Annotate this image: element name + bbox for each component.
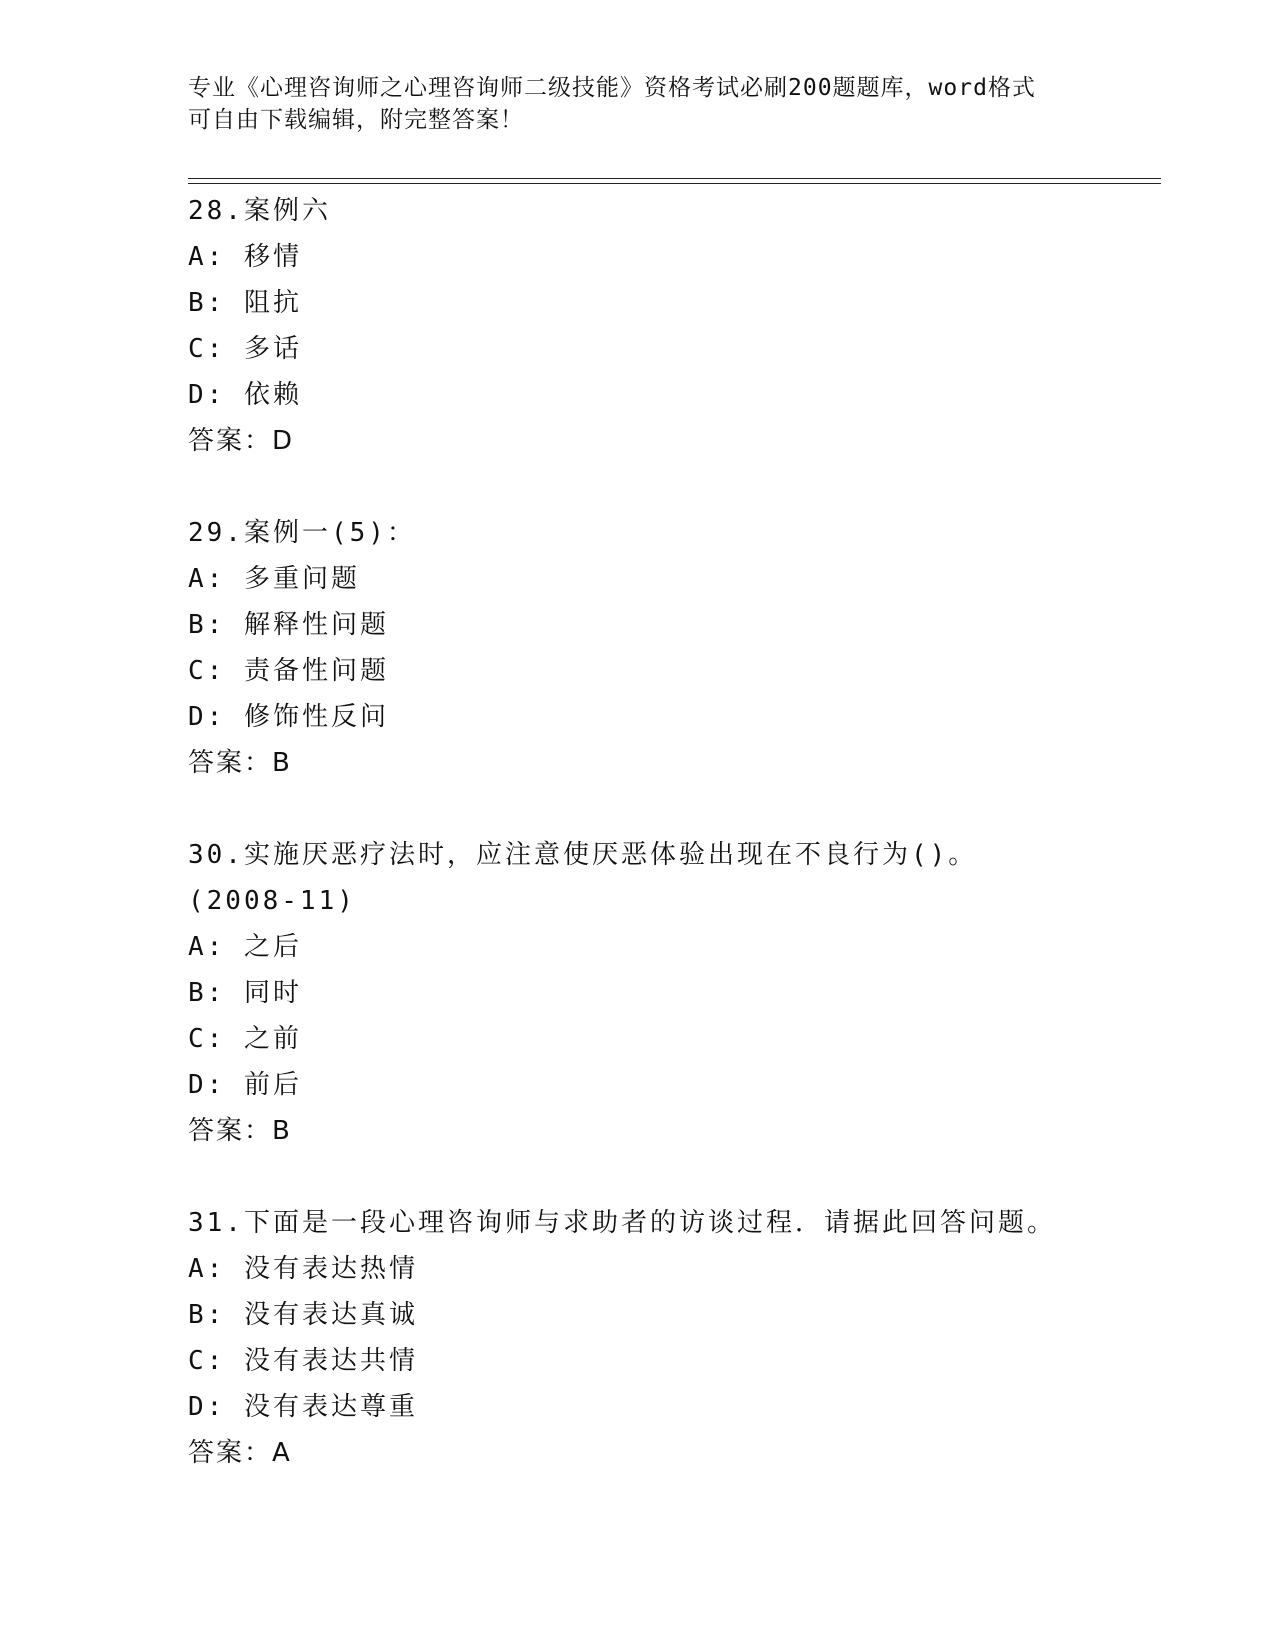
question-spacer <box>188 1154 1088 1200</box>
option-a: A: 之后 <box>188 932 302 962</box>
document-header <box>188 72 1068 136</box>
question-spacer <box>188 786 1088 832</box>
option-d: D: 依赖 <box>188 380 302 410</box>
option-c: C: 多话 <box>188 334 302 364</box>
answer: 答案：D <box>188 426 295 456</box>
answer: 答案：B <box>188 748 292 778</box>
option-b: B: 没有表达真诚 <box>188 1300 418 1330</box>
option-c: C: 之前 <box>188 1024 302 1054</box>
question-stem: 31.下面是一段心理咨询师与求助者的访谈过程．请据此回答问题。 <box>188 1208 1056 1238</box>
answer: 答案：A <box>188 1438 292 1468</box>
header-divider-top <box>188 178 1161 179</box>
question-30 <box>188 832 1088 1154</box>
header-divider-bottom <box>188 183 1161 184</box>
question-stem: 30.实施厌恶疗法时，应注意使厌恶体验出现在不良行为()。(2008-11) <box>188 840 978 916</box>
option-d: D: 没有表达尊重 <box>188 1392 418 1422</box>
option-a: A: 多重问题 <box>188 564 360 594</box>
option-a: A: 移情 <box>188 242 302 272</box>
option-b: B: 阻抗 <box>188 288 302 318</box>
question-28 <box>188 188 1088 464</box>
question-29 <box>188 510 1088 786</box>
header-line-2: 可自由下载编辑，附完整答案！ <box>188 107 524 133</box>
option-a: A: 没有表达热情 <box>188 1254 418 1284</box>
question-stem: 29.案例一(5)： <box>188 518 416 548</box>
option-d: D: 前后 <box>188 1070 302 1100</box>
question-stem: 28.案例六 <box>188 196 331 226</box>
question-31 <box>188 1200 1088 1476</box>
question-list <box>188 188 1088 1476</box>
header-line-1: 专业《心理咨询师之心理咨询师二级技能》资格考试必刷200题题库，word格式 <box>188 75 1036 101</box>
option-d: D: 修饰性反问 <box>188 702 389 732</box>
option-c: C: 责备性问题 <box>188 656 389 686</box>
option-b: B: 解释性问题 <box>188 610 389 640</box>
answer: 答案：B <box>188 1116 292 1146</box>
question-spacer <box>188 464 1088 510</box>
option-c: C: 没有表达共情 <box>188 1346 418 1376</box>
option-b: B: 同时 <box>188 978 302 1008</box>
